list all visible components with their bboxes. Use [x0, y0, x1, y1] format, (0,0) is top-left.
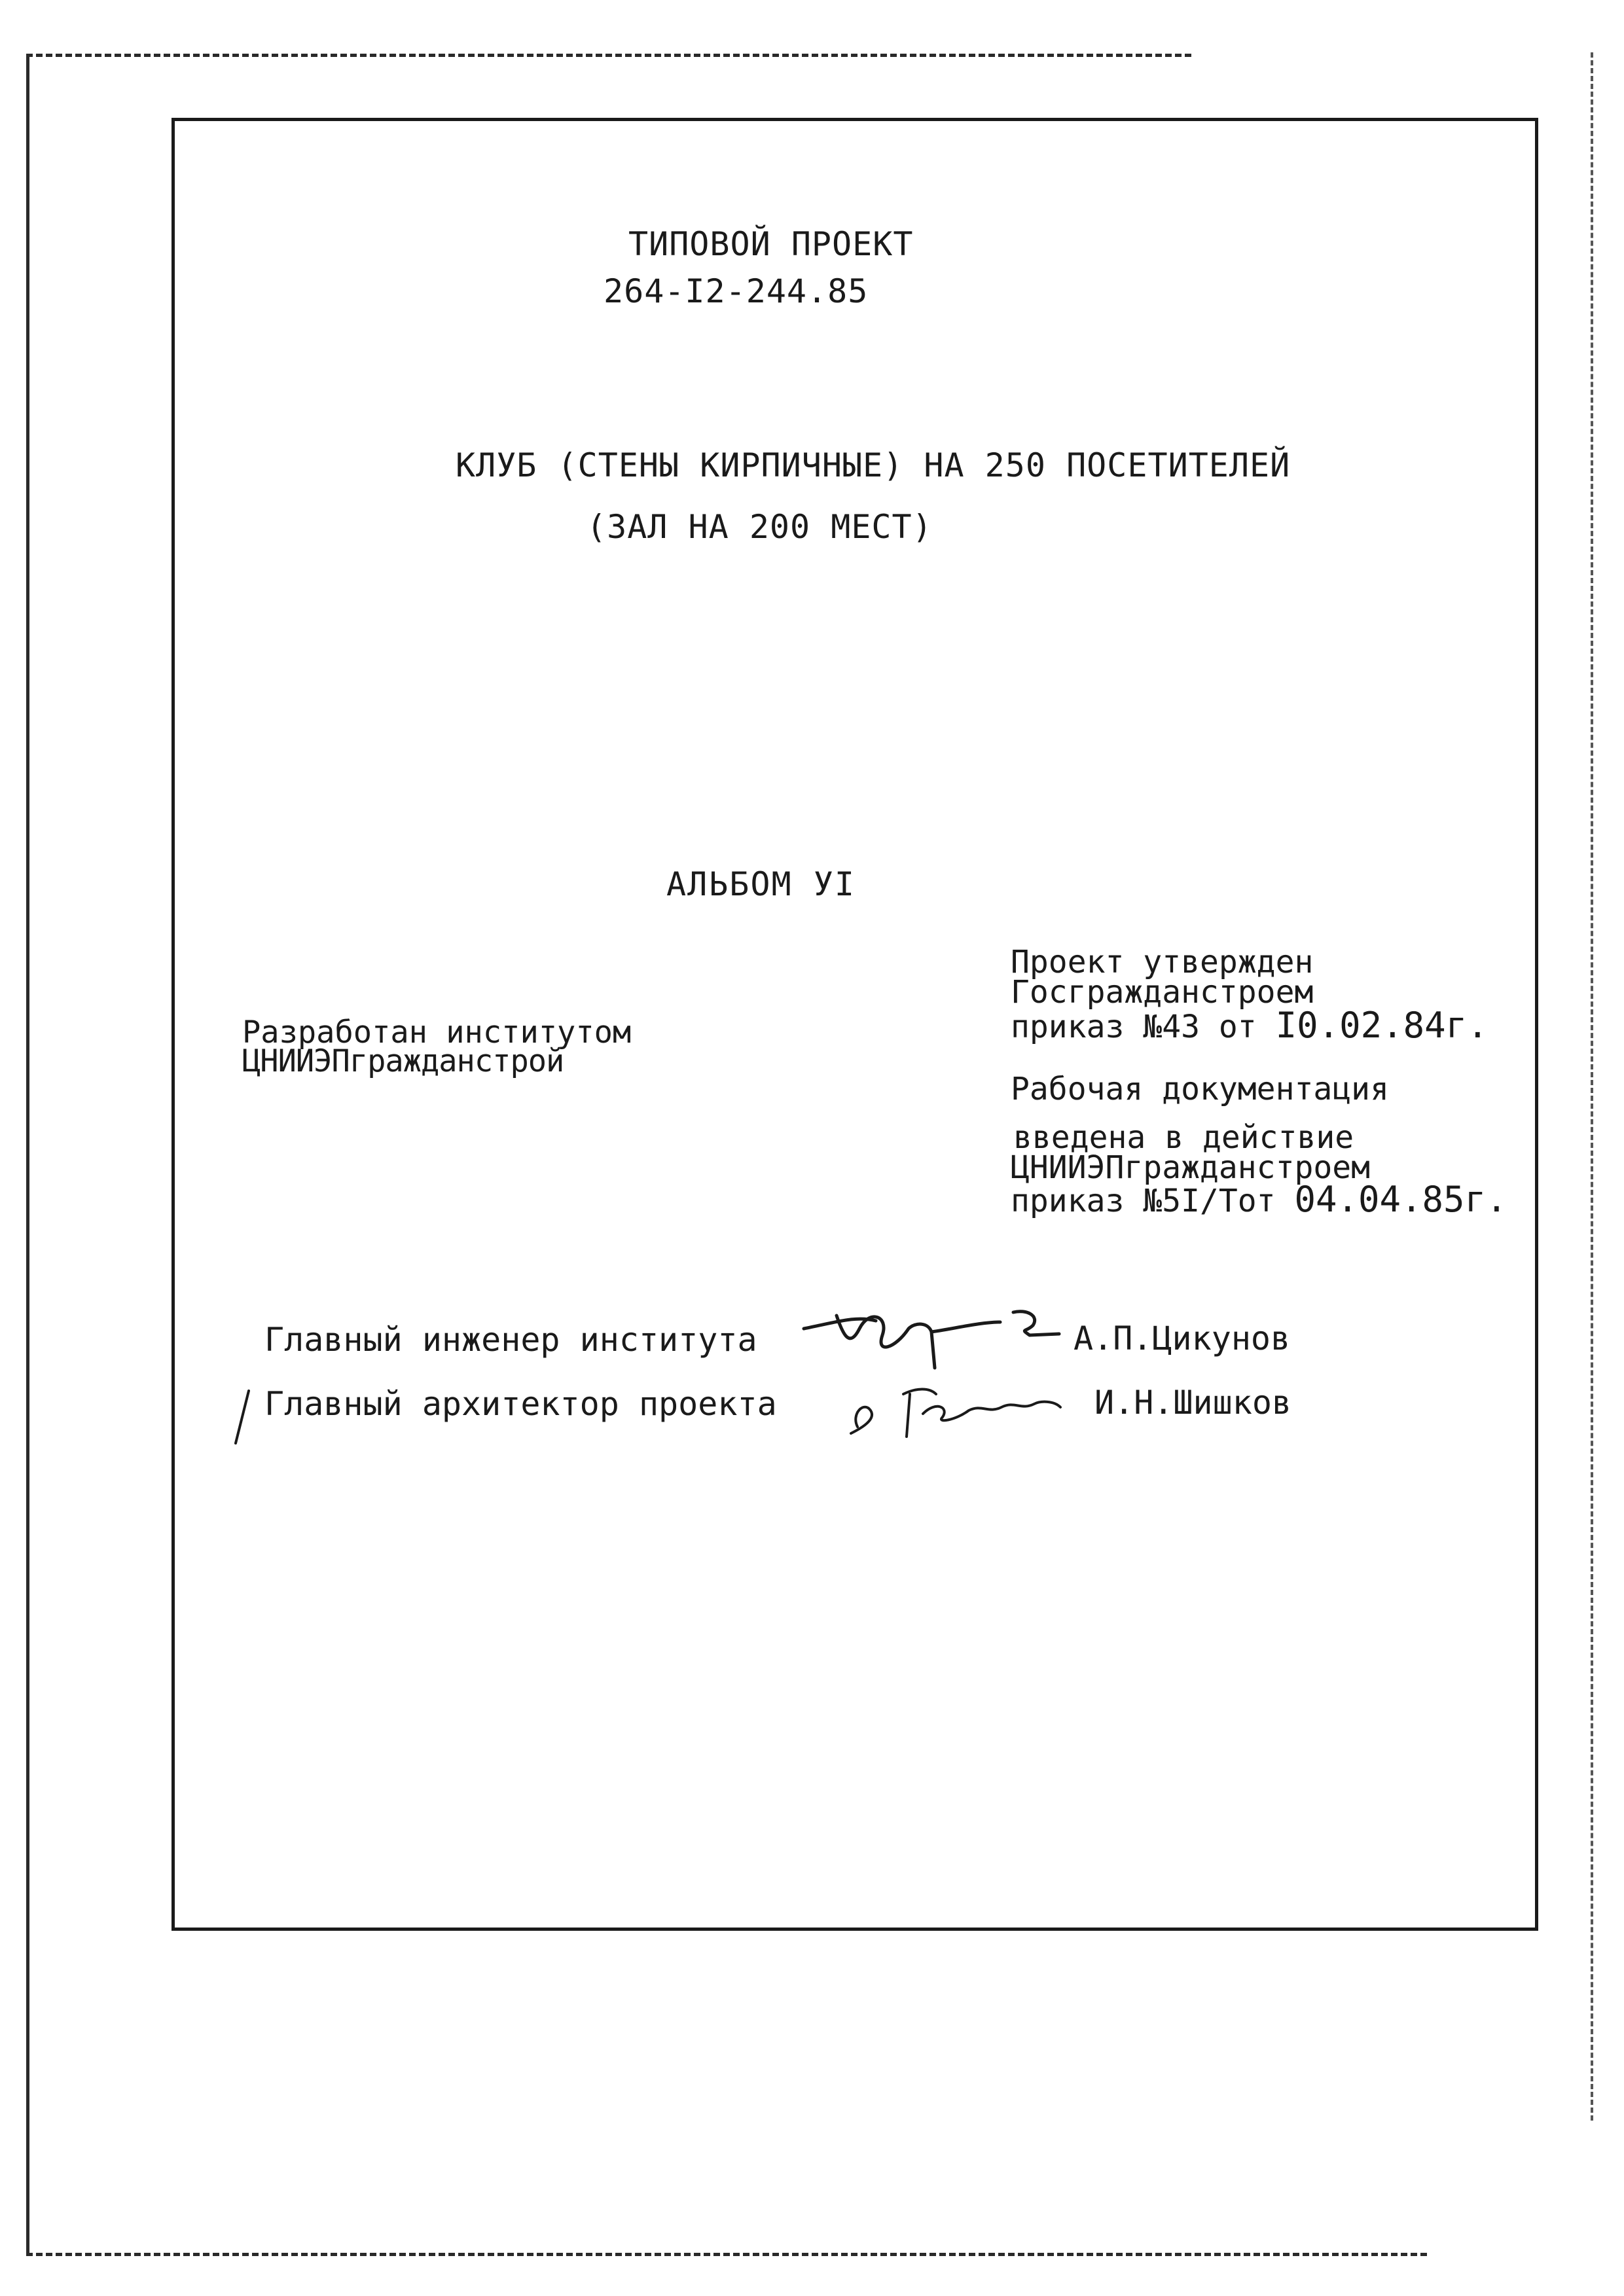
scan-edge-bottom [26, 2253, 1427, 2256]
album-number: АЛЬБОМ УI [666, 865, 856, 903]
working-docs-order-prefix: приказ №5I/Тот [1011, 1183, 1295, 1219]
working-docs-line-3: ЦНИИЭПгражданстроем [1011, 1149, 1371, 1186]
chief-engineer-signature [797, 1302, 1079, 1374]
project-number: 264-I2-244.85 [604, 272, 869, 310]
chief-engineer-role: Главный инженер института [264, 1321, 757, 1359]
working-docs-line-1: Рабочая документация [1011, 1071, 1389, 1107]
working-docs-order-date: 04.04.85г. [1294, 1179, 1507, 1220]
margin-tick-mark [229, 1388, 255, 1446]
working-docs-order [1011, 1179, 1507, 1220]
working-docs-line-2: введена в действие [1013, 1119, 1354, 1156]
approval-line-1: Проект утвержден [1011, 944, 1314, 980]
approval-line-2: Госгражданстроем [1011, 974, 1314, 1011]
chief-architect-signature [844, 1374, 1080, 1440]
object-name-line-1: КЛУБ (СТЕНЫ КИРПИЧНЫЕ) НА 250 ПОСЕТИТЕЛЕЙ [456, 446, 1291, 484]
scan-edge-left [26, 54, 29, 2253]
chief-architect-role: Главный архитектор проекта [264, 1385, 777, 1423]
object-name-line-2: (ЗАЛ НА 200 МЕСТ) [586, 508, 933, 546]
approval-order [1011, 1005, 1489, 1046]
project-heading: ТИПОВОЙ ПРОЕКТ [628, 225, 914, 263]
approval-order-date: I0.02.84г. [1275, 1005, 1489, 1046]
chief-engineer-name: А.П.Цикунов [1074, 1319, 1291, 1357]
chief-architect-name: И.Н.Шишков [1094, 1384, 1292, 1422]
scan-edge-top [26, 54, 1191, 57]
developer-line-1: Разработан институтом [242, 1014, 632, 1050]
developer-line-2: ЦНИИЭПгражданстрой [242, 1043, 564, 1079]
approval-order-prefix: приказ №43 от [1011, 1009, 1276, 1045]
scan-edge-right [1591, 52, 1593, 2121]
